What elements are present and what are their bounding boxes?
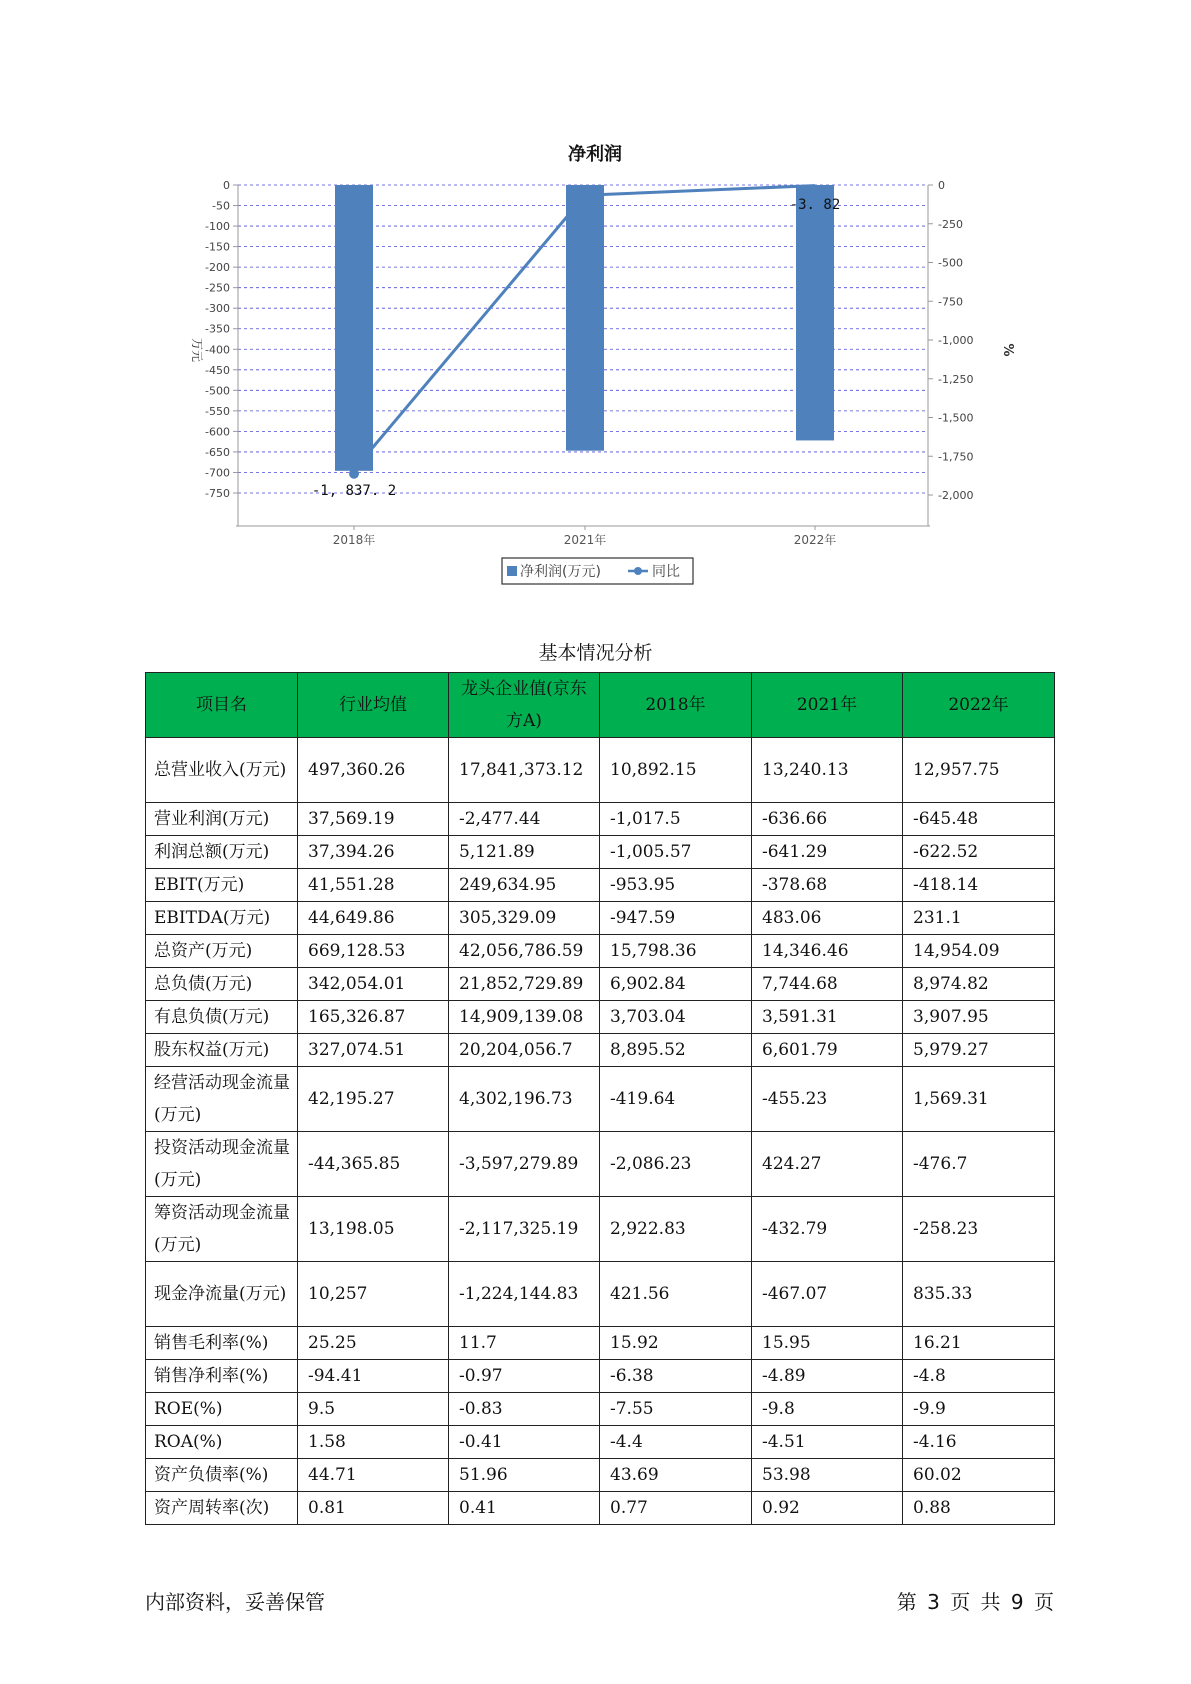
table-cell: -2,086.23	[600, 1132, 752, 1197]
table-cell: -3,597,279.89	[449, 1132, 600, 1197]
table-cell: 231.1	[903, 902, 1055, 935]
table-cell: 3,591.31	[752, 1001, 903, 1034]
table-row	[146, 902, 1055, 935]
table-cell: -953.95	[600, 869, 752, 902]
table-cell: 6,902.84	[600, 968, 752, 1001]
left-tick-label: -500	[205, 384, 230, 398]
table-cell: 14,954.09	[903, 935, 1055, 968]
table-cell: -4.4	[600, 1426, 752, 1459]
row-label: 筹资活动现金流量(万元)	[146, 1197, 298, 1262]
left-tick-label: -150	[205, 240, 230, 254]
table-cell: -432.79	[752, 1197, 903, 1262]
line-point	[349, 469, 359, 479]
row-label: 投资活动现金流量(万元)	[146, 1132, 298, 1197]
table-cell: -4.89	[752, 1360, 903, 1393]
table-cell: -4.16	[903, 1426, 1055, 1459]
row-label: 资产负债率(%)	[146, 1459, 298, 1492]
table-row	[146, 1132, 1055, 1197]
table-cell: 51.96	[449, 1459, 600, 1492]
table-row	[146, 1197, 1055, 1262]
table-cell: 7,744.68	[752, 968, 903, 1001]
table-row	[146, 1262, 1055, 1327]
table-cell: 37,394.26	[298, 836, 449, 869]
table-cell: 1,569.31	[903, 1067, 1055, 1132]
right-tick-label: -1,500	[938, 411, 974, 425]
row-label: 股东权益(万元)	[146, 1034, 298, 1067]
y-axis-label: 万元	[190, 337, 204, 363]
right-tick-label: -250	[938, 217, 963, 231]
bar-series	[335, 185, 834, 471]
table-cell: 44,649.86	[298, 902, 449, 935]
x-tick-label: 2022年	[793, 533, 837, 547]
legend-bar-swatch	[507, 566, 517, 576]
table-row	[146, 1001, 1055, 1034]
bar-net-profit	[796, 185, 834, 440]
right-tick-label: -750	[938, 295, 963, 309]
table-cell: 0.92	[752, 1492, 903, 1525]
table-cell: 8,895.52	[600, 1034, 752, 1067]
right-tick-label: 0	[938, 179, 945, 192]
table-cell: -9.8	[752, 1393, 903, 1426]
left-tick-label: -300	[205, 302, 230, 316]
table-row	[146, 1327, 1055, 1360]
table-cell: 835.33	[903, 1262, 1055, 1327]
table-cell: 42,056,786.59	[449, 935, 600, 968]
header-industry-avg: 行业均值	[298, 673, 449, 738]
left-tick-label: -250	[205, 281, 230, 295]
table-cell: -0.97	[449, 1360, 600, 1393]
table-cell: 424.27	[752, 1132, 903, 1197]
chart-legend	[502, 558, 693, 584]
row-label: 总负债(万元)	[146, 968, 298, 1001]
table-cell: 6,601.79	[752, 1034, 903, 1067]
net-profit-chart	[0, 0, 1191, 620]
table-cell: 3,907.95	[903, 1001, 1055, 1034]
left-tick-label: -600	[205, 425, 230, 439]
table-row	[146, 738, 1055, 803]
table-cell: -2,477.44	[449, 803, 600, 836]
row-label: 销售毛利率(%)	[146, 1327, 298, 1360]
table-cell: -0.83	[449, 1393, 600, 1426]
table-cell: -419.64	[600, 1067, 752, 1132]
footer-confidential: 内部资料，妥善保管	[145, 1590, 325, 1614]
table-cell: 60.02	[903, 1459, 1055, 1492]
table-cell: 21,852,729.89	[449, 968, 600, 1001]
left-tick-label: -400	[205, 343, 230, 357]
header-2022: 2022年	[903, 673, 1055, 738]
table-cell: -418.14	[903, 869, 1055, 902]
left-tick-label: -50	[212, 199, 230, 213]
table-cell: -94.41	[298, 1360, 449, 1393]
row-label: 有息负债(万元)	[146, 1001, 298, 1034]
table-cell: -6.38	[600, 1360, 752, 1393]
table-cell: -258.23	[903, 1197, 1055, 1262]
table-row	[146, 1426, 1055, 1459]
table-cell: 14,909,139.08	[449, 1001, 600, 1034]
table-cell: -4.51	[752, 1426, 903, 1459]
left-tick-label: -700	[205, 466, 230, 480]
table-cell: -44,365.85	[298, 1132, 449, 1197]
table-cell: 42,195.27	[298, 1067, 449, 1132]
row-label: 销售净利率(%)	[146, 1360, 298, 1393]
table-row	[146, 968, 1055, 1001]
table-row	[146, 836, 1055, 869]
x-tick-label: 2021年	[563, 533, 607, 547]
left-tick-label: -100	[205, 220, 230, 234]
table-cell: 20,204,056.7	[449, 1034, 600, 1067]
table-cell: 1.58	[298, 1426, 449, 1459]
legend-line-marker	[634, 567, 642, 575]
table-cell: -1,224,144.83	[449, 1262, 600, 1327]
table-cell: -476.7	[903, 1132, 1055, 1197]
table-cell: -378.68	[752, 869, 903, 902]
right-tick-label: -500	[938, 256, 963, 270]
table-cell: 37,569.19	[298, 803, 449, 836]
header-2021: 2021年	[752, 673, 903, 738]
footer-page-number: 第 3 页 共 9 页	[896, 1590, 1054, 1614]
table-cell: 9.5	[298, 1393, 449, 1426]
left-tick-label: -350	[205, 322, 230, 336]
table-row	[146, 1393, 1055, 1426]
table-cell: 0.77	[600, 1492, 752, 1525]
table-cell: 497,360.26	[298, 738, 449, 803]
basic-analysis-table	[145, 672, 1055, 1525]
table-cell: 4,302,196.73	[449, 1067, 600, 1132]
table-cell: 327,074.51	[298, 1034, 449, 1067]
row-label: 营业利润(万元)	[146, 803, 298, 836]
table-cell: 5,979.27	[903, 1034, 1055, 1067]
table-cell: 53.98	[752, 1459, 903, 1492]
table-row	[146, 1459, 1055, 1492]
table-cell: 165,326.87	[298, 1001, 449, 1034]
row-label: ROE(%)	[146, 1393, 298, 1426]
table-cell: -641.29	[752, 836, 903, 869]
right-tick-label: -1,750	[938, 450, 974, 464]
table-cell: 669,128.53	[298, 935, 449, 968]
table-row	[146, 1492, 1055, 1525]
row-label: 资产周转率(次)	[146, 1492, 298, 1525]
table-cell: -645.48	[903, 803, 1055, 836]
table-cell: 0.88	[903, 1492, 1055, 1525]
table-cell: 13,240.13	[752, 738, 903, 803]
table-cell: 43.69	[600, 1459, 752, 1492]
table-cell: 8,974.82	[903, 968, 1055, 1001]
table-cell: -0.41	[449, 1426, 600, 1459]
table-row	[146, 935, 1055, 968]
table-cell: 10,257	[298, 1262, 449, 1327]
table-cell: 15.95	[752, 1327, 903, 1360]
y2-axis-label: %	[1000, 343, 1015, 357]
table-cell: -467.07	[752, 1262, 903, 1327]
chart-title: 净利润	[568, 144, 622, 165]
table-cell: 10,892.15	[600, 738, 752, 803]
row-label: 经营活动现金流量(万元)	[146, 1067, 298, 1132]
point-label-2018: -1, 837. 2	[311, 483, 397, 499]
table-cell: 25.25	[298, 1327, 449, 1360]
table-cell: 44.71	[298, 1459, 449, 1492]
table-cell: 342,054.01	[298, 968, 449, 1001]
table-cell: 14,346.46	[752, 935, 903, 968]
table-row	[146, 1360, 1055, 1393]
left-tick-label: -550	[205, 404, 230, 418]
row-label: EBIT(万元)	[146, 869, 298, 902]
row-label: 总资产(万元)	[146, 935, 298, 968]
header-leader: 龙头企业值(京东方A)	[449, 673, 600, 738]
table-cell: 0.81	[298, 1492, 449, 1525]
header-item: 项目名	[146, 673, 298, 738]
right-tick-label: -2,000	[938, 489, 974, 502]
left-tick-label: -200	[205, 261, 230, 275]
table-cell: 12,957.75	[903, 738, 1055, 803]
point-label-2022: -3. 82	[789, 197, 841, 213]
legend-line-label: 同比	[652, 564, 680, 580]
left-tick-label: -450	[205, 363, 230, 377]
x-tick-label: 2018年	[332, 533, 376, 547]
left-tick-label: 0	[223, 179, 230, 192]
table-cell: -1,005.57	[600, 836, 752, 869]
table-cell: 15.92	[600, 1327, 752, 1360]
table-cell: -622.52	[903, 836, 1055, 869]
row-label: EBITDA(万元)	[146, 902, 298, 935]
table-cell: -2,117,325.19	[449, 1197, 600, 1262]
table-cell: -7.55	[600, 1393, 752, 1426]
right-tick-label: -1,000	[938, 334, 974, 347]
table-header-row	[146, 673, 1055, 738]
bar-net-profit	[335, 185, 373, 471]
header-2018: 2018年	[600, 673, 752, 738]
table-cell: -1,017.5	[600, 803, 752, 836]
table-cell: 16.21	[903, 1327, 1055, 1360]
table-cell: 249,634.95	[449, 869, 600, 902]
table-cell: 2,922.83	[600, 1197, 752, 1262]
table-cell: -4.8	[903, 1360, 1055, 1393]
table-body	[146, 738, 1055, 1525]
table-cell: 305,329.09	[449, 902, 600, 935]
table-cell: 421.56	[600, 1262, 752, 1327]
table-title: 基本情况分析	[538, 642, 653, 664]
table-cell: 483.06	[752, 902, 903, 935]
left-tick-label: -750	[205, 487, 230, 500]
table-cell: 3,703.04	[600, 1001, 752, 1034]
left-tick-label: -650	[205, 445, 230, 459]
x-axis	[333, 526, 837, 547]
table-cell: 13,198.05	[298, 1197, 449, 1262]
table-cell: -9.9	[903, 1393, 1055, 1426]
table-cell: 5,121.89	[449, 836, 600, 869]
table-row	[146, 1067, 1055, 1132]
table-cell: -636.66	[752, 803, 903, 836]
right-axis	[928, 179, 973, 526]
row-label: 现金净流量(万元)	[146, 1262, 298, 1327]
table-row	[146, 869, 1055, 902]
table-cell: -455.23	[752, 1067, 903, 1132]
table-cell: -947.59	[600, 902, 752, 935]
legend-bar-label: 净利润(万元)	[520, 564, 601, 580]
table-cell: 41,551.28	[298, 869, 449, 902]
table-cell: 15,798.36	[600, 935, 752, 968]
table-cell: 0.41	[449, 1492, 600, 1525]
row-label: 总营业收入(万元)	[146, 738, 298, 803]
table-row	[146, 1034, 1055, 1067]
row-label: 利润总额(万元)	[146, 836, 298, 869]
bar-net-profit	[566, 185, 604, 451]
table-cell: 11.7	[449, 1327, 600, 1360]
right-tick-label: -1,250	[938, 372, 974, 386]
table-cell: 17,841,373.12	[449, 738, 600, 803]
table-row	[146, 803, 1055, 836]
row-label: ROA(%)	[146, 1426, 298, 1459]
